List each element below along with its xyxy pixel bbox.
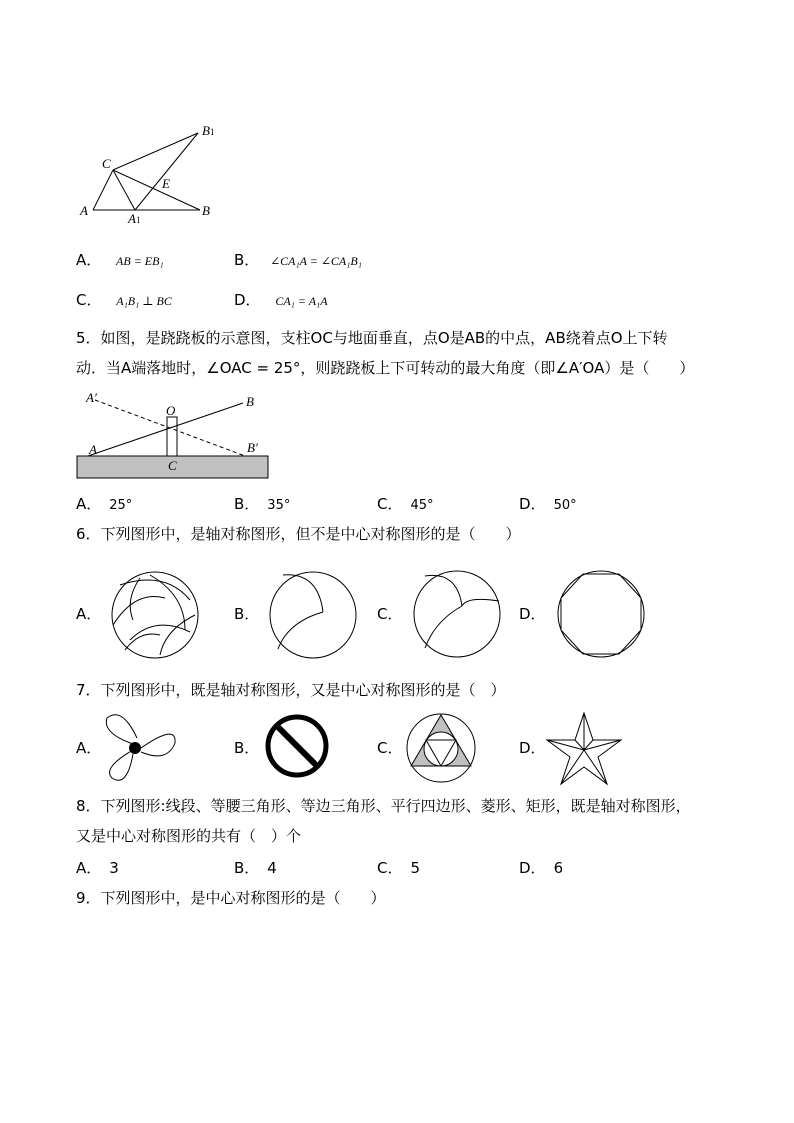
label-c: C [102,156,111,171]
q4-option-b: B． ∠CA₁A = ∠CA₁B₁ [234,251,362,269]
label-a-seesaw: A [89,442,97,457]
q6-option-b-figure [263,567,363,667]
q4-option-a: A． AB = EB₁ [76,251,164,269]
label-o: O [166,403,176,418]
q6-option-d-figure [553,566,653,666]
label-c-seesaw: C [168,458,177,473]
q5-option-b: B． 35° [234,495,291,513]
q6-option-a-figure [105,560,215,670]
q7-option-b-label: B． [234,739,260,757]
q5-option-a: A． 25° [76,495,133,513]
q4-option-c: C． A₁B₁ ⊥ BC [76,291,172,309]
label-b: B [202,203,210,218]
q7-option-c-figure [404,711,479,786]
q7-option-a-label: A． [76,739,102,757]
q8-option-c: C． 5 [377,859,421,877]
q7-stem: 7．下列图形中，既是轴对称图形，又是中心对称图形的是（ ） [76,681,506,699]
q7-option-c-label: C． [377,739,403,757]
q6-option-c-label: C． [377,605,403,623]
q8-option-d: D． 6 [519,859,564,877]
q6-option-b-label: B． [234,605,260,623]
q6-option-c-figure [407,566,507,666]
q8-stem-line2: 又是中心对称图形的共有（ ）个 [76,827,302,845]
q7-option-d-figure [546,710,626,790]
q6-option-a-label: A． [76,605,102,623]
q5-stem-line2: 动．当A端落地时，∠OAC = 25°，则跷跷板上下可转动的最大角度（即∠A′OA）是（ ） [76,359,695,377]
label-b-seesaw: B [246,394,254,409]
label-a1: A1 [128,211,141,226]
label-a-prime: A′ [86,390,97,405]
q6-option-d-label: D． [519,605,546,623]
label-a: A [80,203,88,218]
q5-stem-line1: 5．如图，是跷跷板的示意图，支柱OC与地面垂直，点O是AB的中点，AB绕着点O上下转 [76,329,668,347]
q7-option-d-label: D． [519,739,546,757]
q8-option-b: B． 4 [234,859,277,877]
q9-stem: 9．下列图形中，是中心对称图形的是（ ） [76,889,386,907]
q8-stem-line1: 8．下列图形:线段、等腰三角形、等边三角形、平行四边形、菱形、矩形，既是轴对称图形， [76,797,691,815]
q5-option-d: D． 50° [519,495,577,513]
q8-option-a: A． 3 [76,859,119,877]
label-b-prime: B′ [247,440,258,455]
q6-stem: 6．下列图形中，是轴对称图形，但不是中心对称图形的是（ ） [76,525,521,543]
q7-option-a-figure [97,708,187,788]
label-e: E [162,176,170,191]
q5-option-c: C． 45° [377,495,434,513]
q7-option-b-figure [263,712,333,782]
q4-option-d: D． CA₁ = A₁A [234,291,328,309]
label-b1: B1 [202,123,215,138]
